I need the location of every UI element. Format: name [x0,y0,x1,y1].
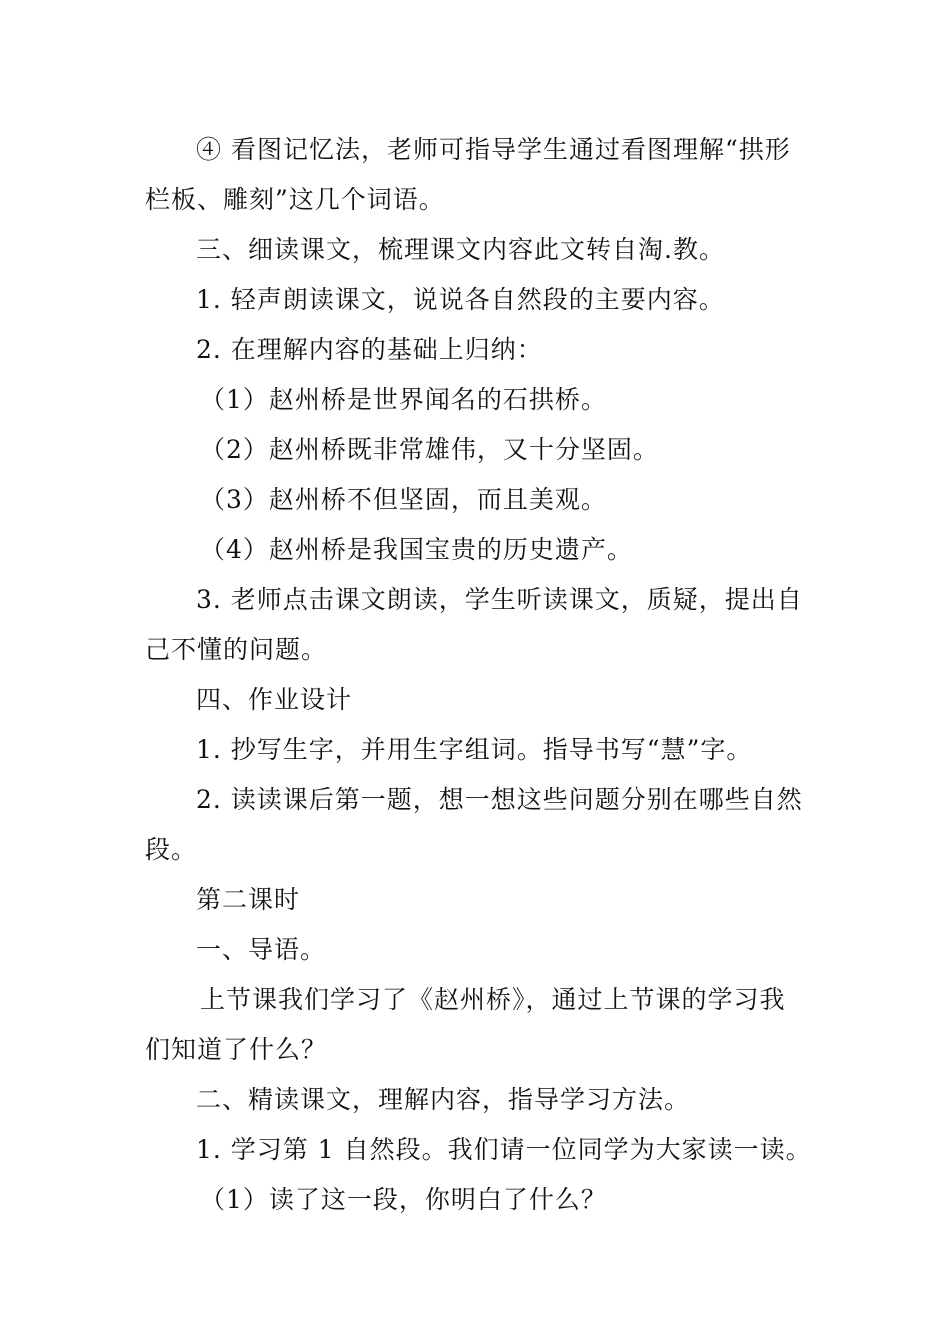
section-heading: 三、细读课文，梳理课文内容此文转自淘.教。 [196,235,725,264]
list-item: 1. 抄写生字，并用生字组词。指导书写“慧”字。 [196,735,753,764]
text-line: 上节课我们学习了《赵州桥》，通过上节课的学习我 [200,985,786,1014]
list-item: 2. 在理解内容的基础上归纳： [196,335,543,364]
list-item: （1）赵州桥是世界闻名的石拱桥。 [200,385,607,414]
list-item: （3）赵州桥不但坚固，而且美观。 [200,485,607,514]
section-heading: 二、精读课文，理解内容，指导学习方法。 [196,1085,691,1114]
list-item: 1. 学习第 1 自然段。我们请一位同学为大家读一读。 [196,1135,812,1164]
list-item: （4）赵州桥是我国宝贵的历史遗产。 [200,535,633,564]
text-line: 己不懂的问题。 [145,635,328,664]
text-line: 栏板、雕刻”这几个词语。 [145,185,445,214]
list-item: （1）读了这一段，你明白了什么？ [200,1185,607,1214]
section-heading: 一、导语。 [196,935,327,964]
list-item: 2. 读读课后第一题，想一想这些问题分别在哪些自然 [196,785,803,814]
list-item: （2）赵州桥既非常雄伟，又十分坚固。 [200,435,659,464]
section-heading: 四、作业设计 [196,685,353,714]
section-heading: 第二课时 [196,885,301,914]
text-line: 们知道了什么？ [145,1035,328,1064]
list-item: 1. 轻声朗读课文，说说各自然段的主要内容。 [196,285,725,314]
text-line: ④ 看图记忆法，老师可指导学生通过看图理解“拱形 [196,135,791,164]
list-item: 3. 老师点击课文朗读，学生听读课文，质疑，提出自 [196,585,803,614]
text-line: 段。 [145,835,198,864]
